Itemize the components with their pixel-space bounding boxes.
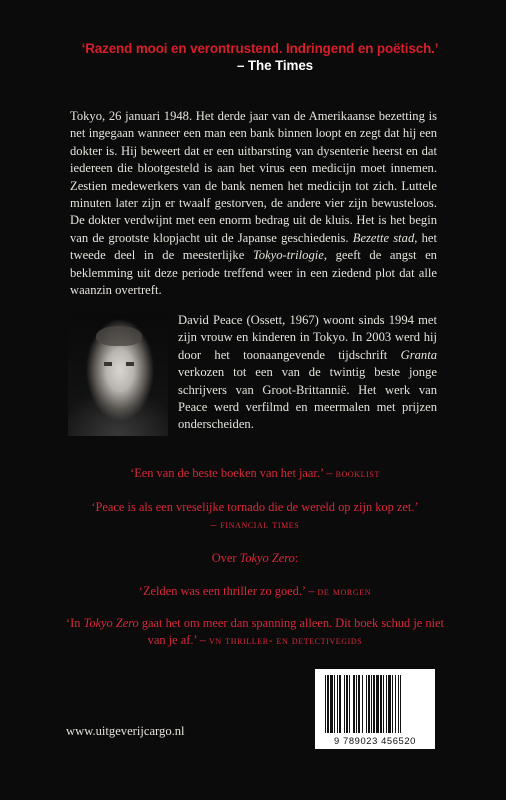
review-quote-1-source: booklist — [335, 468, 380, 480]
review-quote-1-text: ‘Een van de beste boeken van het jaar.’ — [130, 466, 324, 480]
review-quote-4 — [60, 615, 450, 650]
blurb-part-2: , het tweede deel in de meesterlijke — [70, 230, 437, 263]
barcode-bar — [398, 675, 399, 733]
review-quote-3-text: ‘Zelden was een thriller zo goed.’ — [138, 584, 306, 598]
review-quote-3 — [60, 583, 450, 601]
blurb-text — [70, 108, 437, 299]
barcode-bar — [366, 675, 367, 733]
barcode-bar — [349, 675, 350, 733]
barcode-bar — [339, 675, 341, 733]
blurb-title-italic: Bezette stad — [352, 230, 415, 245]
author-bio — [178, 312, 437, 434]
barcode-bar — [386, 675, 387, 733]
bio-magazine-italic: Granta — [400, 347, 437, 362]
barcode-bar — [327, 675, 329, 733]
review-quote-4-text: gaat het om meer dan spanning alleen. Dit boek schud je niet van je af.’ — [138, 616, 444, 647]
barcode-bar — [358, 675, 360, 733]
barcode-bar — [368, 675, 370, 733]
isbn-number: 9 789023 456520 — [334, 735, 416, 746]
barcode-bar — [356, 675, 357, 733]
isbn-barcode — [315, 669, 435, 749]
blurb-part-1: Tokyo, 26 januari 1948. Het derde jaar van de Amerikaanse bezetting is net ingegaan wanneer een man een bank binnen loopt en zegt dat hij een dokter is. Hij beweert dat er een uitbarsting van dysenterie heerst en dat iedereen die blootgesteld is aan het virus een medicijn moet innemen. Zestien medewerkers van de bank nemen het medicijn tot zich. Luttele minuten later zijn er twaalf gestorven, de andere vier zijn bewusteloos. De dokter verdwijnt met een enorm bedrag uit de kluis. Het is het begin van de grootste klopjacht uit de Japanse geschiedenis. — [70, 109, 437, 245]
review-quote-3-dash: – — [305, 584, 318, 598]
review-quote-4-dash: – — [196, 633, 210, 647]
over-title-italic: Tokyo Zero — [239, 551, 295, 565]
review-quote-2-source: – financial times — [210, 519, 300, 531]
review-quote-4-source: vn thriller- en detectivegids — [209, 635, 363, 647]
barcode-bar — [380, 675, 382, 733]
headline-quote-block — [70, 40, 450, 74]
author-photo-eyes — [104, 362, 134, 366]
blurb-series-italic: Tokyo-trilogie — [252, 248, 324, 263]
over-prefix: Over — [211, 551, 240, 565]
barcode-bar — [376, 675, 379, 733]
barcode-bar — [344, 675, 345, 733]
review-quote-2-text: ‘Peace is als een vreselijke tornado die de wereld op zijn kop zet.’ — [91, 500, 419, 514]
headline-source: – The Times — [236, 58, 314, 73]
author-bio-paragraph — [178, 312, 437, 434]
bio-part-1: David Peace (Ossett, 1967) woont sinds 1994 met zijn vrouw en kinderen in Tokyo. In 2003 werd hij door het toonaangevende tijdschrift — [178, 313, 437, 362]
barcode-bar — [330, 675, 333, 733]
headline-quote: ‘Razend mooi en verontrustend. Indringend en poëtisch.’ — [81, 41, 439, 56]
author-photo — [68, 314, 168, 436]
barcode-bar — [392, 675, 393, 733]
barcode-bar — [337, 675, 338, 733]
barcode-bar — [388, 675, 391, 733]
barcode-bar — [371, 675, 372, 733]
barcode-bar — [383, 675, 384, 733]
review-quote-4-prefix: ‘In — [66, 616, 84, 630]
barcode-bar — [334, 675, 335, 733]
barcode-bars — [319, 675, 431, 735]
over-suffix: : — [294, 551, 299, 565]
author-photo-hair — [96, 326, 142, 346]
barcode-bar — [362, 675, 363, 733]
barcode-bar — [395, 675, 396, 733]
review-quote-2 — [60, 499, 450, 534]
barcode-bar — [373, 675, 375, 733]
bio-part-2: verkozen tot een van de twintig beste jonge schrijvers van Groot-Brittannië. Het werk van Peace werd verfilmd en meermalen met prijzen onderscheiden. — [178, 365, 437, 432]
review-quote-4-title-italic: Tokyo Zero — [83, 616, 139, 630]
blurb-paragraph — [70, 108, 437, 299]
barcode-bar — [400, 675, 401, 733]
blurb-part-3: , geeft de angst en beklemming uit deze periode treffend weer in een ziedend plot dat alle waanzin overtreft. — [70, 248, 437, 298]
barcode-bar — [325, 675, 326, 733]
review-quote-1 — [60, 465, 450, 483]
barcode-bar — [346, 675, 348, 733]
review-quote-3-source: de morgen — [317, 586, 372, 598]
publisher-url[interactable]: www.uitgeverijcargo.nl — [66, 724, 185, 738]
review-quote-1-dash: – — [323, 466, 336, 480]
barcode-bar — [353, 675, 355, 733]
over-tokyo-zero-label — [60, 550, 450, 567]
